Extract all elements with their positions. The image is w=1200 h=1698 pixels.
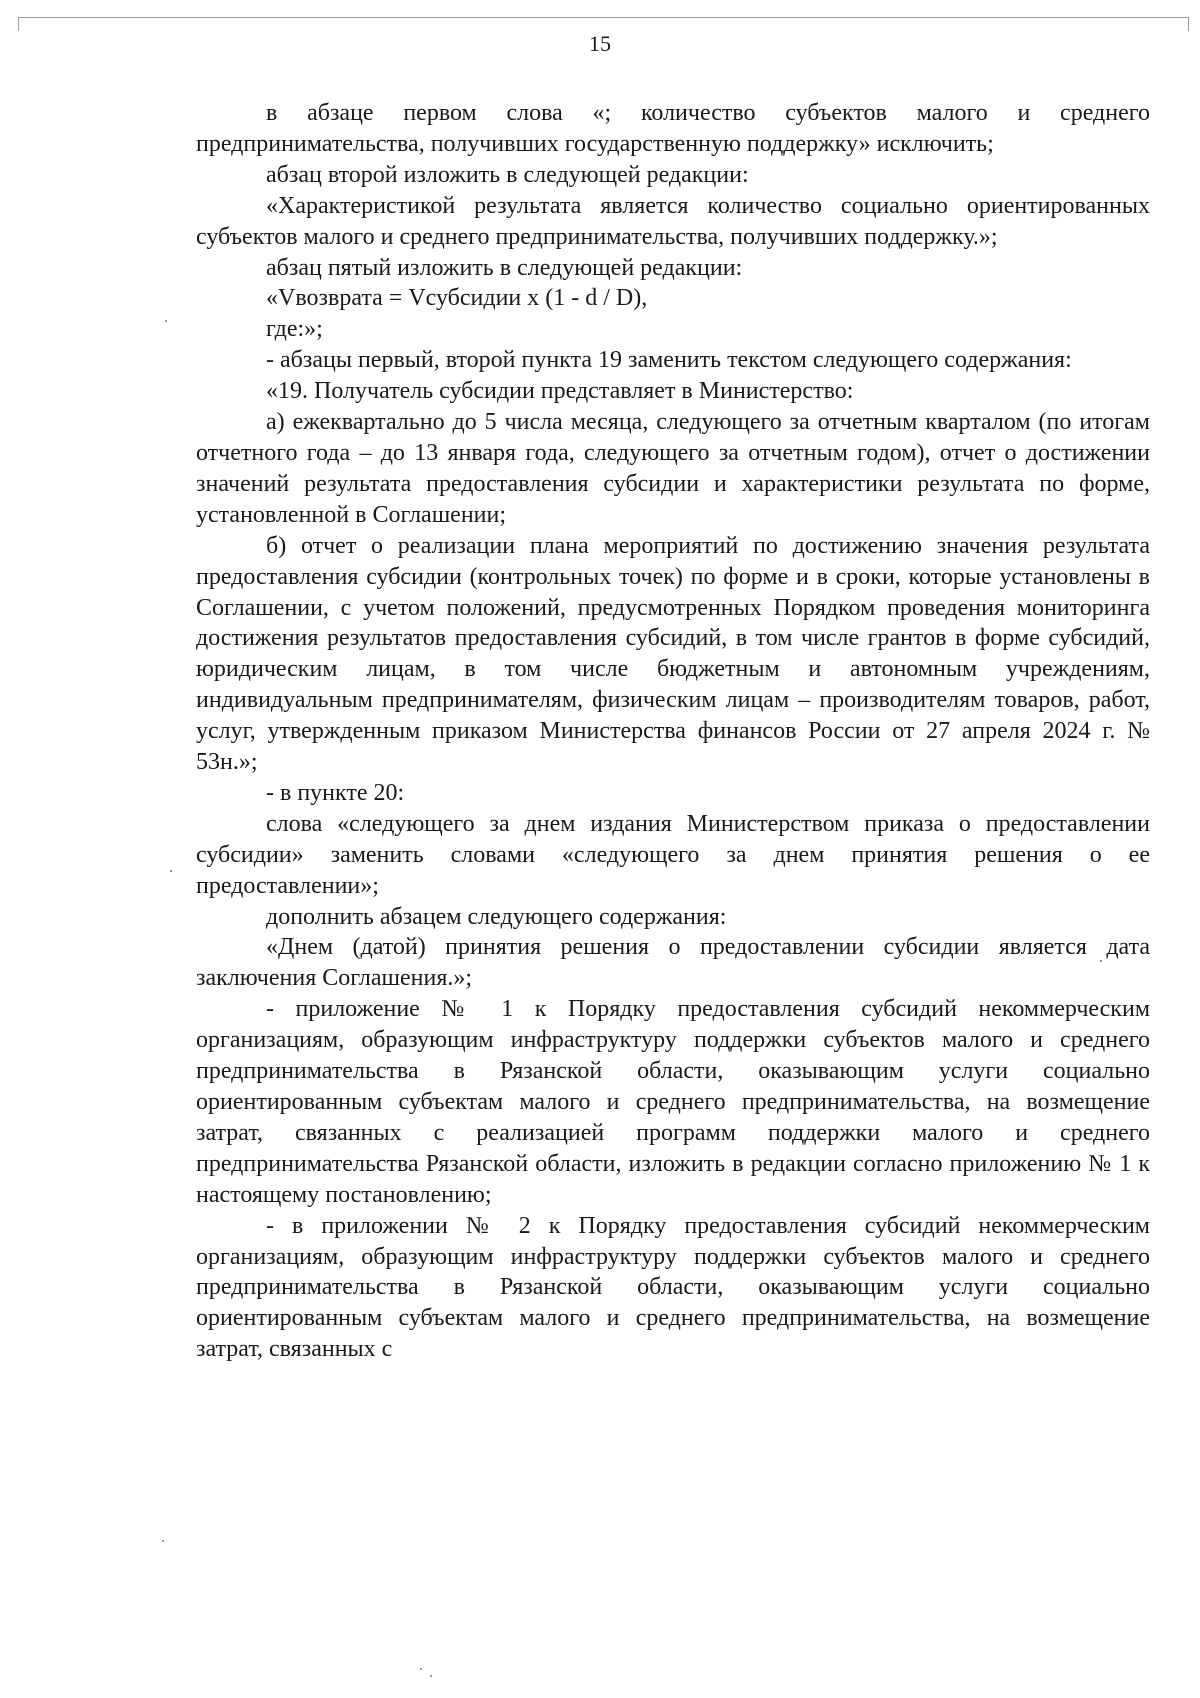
paragraph-1: в абзаце первом слова «; количество субъектов малого и среднего предпринимательства, получивших государственную поддержку» исключить; xyxy=(196,100,1150,157)
scan-speck xyxy=(420,1668,422,1670)
paragraph-10: б) отчет о реализации плана мероприятий по достижению значения результата предоставления субсидии (контрольных точек) по форме и в сроки, которые установлены в Соглашении, с учетом положений, предусмотренных Порядком проведения мониторинга достижения результатов предоставления субсидий, в том числе грантов в форме субсидий, юридическим лицам, в том числе бюджетным и автономным учреждениям, индивидуальным предпринимателям, физическим лицам – производителям товаров, работ, услуг, утвержденным приказом Министерства финансов России от 27 апреля 2024 г. № 53н.»; xyxy=(196,532,1150,776)
paragraph-11: - в пункте 20: xyxy=(266,779,405,806)
scan-speck xyxy=(170,870,172,872)
paragraph-14: «Днем (датой) принятия решения о предоставлении субсидии является дата заключения Соглашения.»; xyxy=(196,934,1150,992)
scan-speck xyxy=(430,1675,432,1677)
scan-edge-corner-left xyxy=(18,17,19,31)
paragraph-4: абзац пятый изложить в следующей редакции: xyxy=(266,254,743,281)
paragraph-15: - приложение № 1 к Порядку предоставления субсидий некоммерческим организациям, образующим инфраструктуру поддержки субъектов малого и среднего предпринимательства в Рязанской области, оказывающим услуги социально ориентированным субъектам малого и среднего предпринимательства, на возмещение затрат, связанных с реализацией программ поддержки малого и среднего предпринимательства Рязанской области, изложить в редакции согласно приложению № 1 к настоящему постановлению; xyxy=(196,996,1150,1208)
paragraph-9: а) ежеквартально до 5 числа месяца, следующего за отчетным кварталом (по итогам отчетного года – до 13 января года, следующего за отчетным годом), отчет о достижении значений результата предоставления субсидии и характеристики результата по форме, установленной в Соглашении; xyxy=(196,409,1150,528)
formula-where: где:»; xyxy=(266,316,323,343)
scan-speck xyxy=(1100,960,1102,962)
scan-edge-corner-right xyxy=(1188,17,1189,31)
paragraph-2: абзац второй изложить в следующей редакции: xyxy=(266,161,749,188)
paragraph-16: - в приложении № 2 к Порядку предоставления субсидий некоммерческим организациям, образующим инфраструктуру поддержки субъектов малого и среднего предпринимательства в Рязанской области, оказывающим услуги социально ориентированным субъектам малого и среднего предпринимательства, на возмещение затрат, связанных с xyxy=(196,1212,1150,1363)
formula-line: «Vвозврата = Vсубсидии x (1 - d / D), xyxy=(266,285,648,312)
scan-edge-line xyxy=(18,17,1188,18)
document-body xyxy=(196,98,1150,1365)
paragraph-7: - абзацы первый, второй пункта 19 заменить текстом следующего содержания: xyxy=(266,347,1072,374)
paragraph-8: «19. Получатель субсидии представляет в Министерство: xyxy=(266,378,854,405)
page-number: 15 xyxy=(589,31,611,56)
paragraph-3: «Характеристикой результата является количество социально ориентированных субъектов малого и среднего предпринимательства, получивших поддержку.»; xyxy=(196,192,1150,250)
paragraph-12: слова «следующего за днем издания Министерством приказа о предоставлении субсидии» заменить словами «следующего за днем принятия решения о ее предоставлении»; xyxy=(196,810,1150,899)
scan-speck xyxy=(165,320,167,322)
scan-speck xyxy=(162,1540,164,1542)
paragraph-13: дополнить абзацем следующего содержания: xyxy=(266,903,727,930)
